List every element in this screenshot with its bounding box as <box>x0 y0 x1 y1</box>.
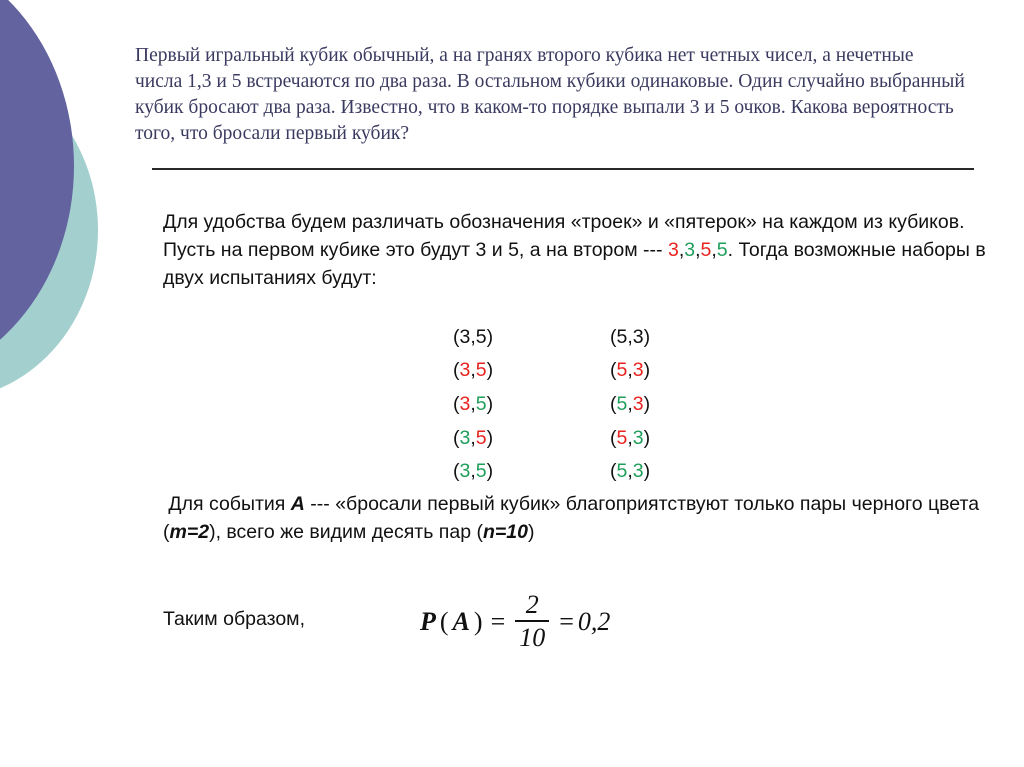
intro-paragraph: Для удобства будем различать обозначения «троек» и «пятерок» на каждом из кубиков. Пусть на первом кубике это будут 3 и 5, а на втором --- 3,3,5,5. Тогда возможные наборы в двух испытаниях будут: <box>163 211 986 289</box>
n-expression: n=10 <box>482 521 528 543</box>
mark-3-red: 3 <box>667 239 679 261</box>
event-paragraph: Для события A --- «бросали первый кубик» благоприятствуют только пары черного цвета (m=2), всего же видим десять пар (n=10) <box>163 493 980 543</box>
event-name: A <box>290 493 305 515</box>
m-expression: m=2 <box>169 521 210 543</box>
mark-3-green: 3 <box>684 239 696 261</box>
intro-text-after: . Тогда возможные наборы в двух испытаниях будут: <box>163 239 986 289</box>
pair-left: (3,5) <box>453 393 494 415</box>
divider <box>152 168 974 170</box>
fraction-numerator: 2 <box>525 590 539 619</box>
formula-result: 0,2 <box>577 606 611 636</box>
pair-right: (5,3) <box>610 326 651 348</box>
intro-text-before: Для удобства будем различать обозначения «троек» и «пятерок» на каждом из кубиков. Пусть на первом кубике это будут 3 и 5, а на втором --- <box>163 211 965 261</box>
formula-p: P <box>420 606 436 636</box>
pair-right: (5,3) <box>610 460 651 482</box>
probability-formula: P ( A ) = $\frac{2}{10}$ = 0,2 <box>420 590 611 652</box>
mark-5-red: 5 <box>700 239 712 261</box>
problem-statement: Первый игральный кубик обычный, а на гранях второго кубика нет четных чисел, а нечетные числа 1,3 и 5 встречаются по два раза. В остальном кубики одинаковые. Один случайно выбранный кубик бросают два раза. Известно, что в каком-то порядке выпали 3 и 5 очков. Какова вероятность того, что бросали первый кубик? <box>135 45 965 144</box>
pair-right: (5,3) <box>610 359 651 381</box>
pair-left: (3,5) <box>453 427 494 449</box>
formula-fraction <box>515 590 549 654</box>
pair-left: (3,5) <box>453 460 494 482</box>
pair-right: (5,3) <box>610 393 651 415</box>
pair-left: (3,5) <box>453 359 494 381</box>
formula-a: A <box>452 606 470 636</box>
mark-5-green: 5 <box>716 239 728 261</box>
conclusion-label: Таким образом, <box>163 608 306 630</box>
pair-left: (3,5) <box>453 326 494 348</box>
pair-right: (5,3) <box>610 427 651 449</box>
fraction-denominator: 10 <box>519 622 546 652</box>
